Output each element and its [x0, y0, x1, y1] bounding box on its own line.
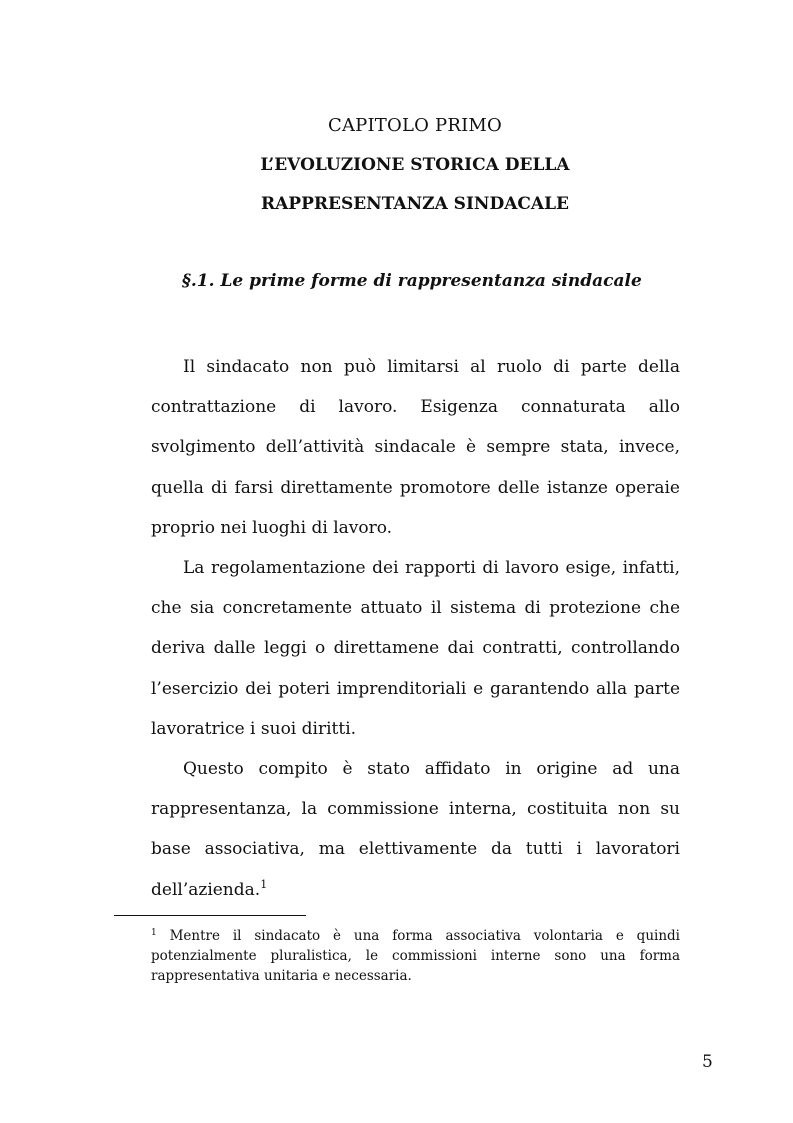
footnote-marker: 1: [151, 928, 157, 938]
page-number: 5: [702, 1052, 713, 1072]
footnote-reference[interactable]: 1: [260, 877, 268, 891]
body-paragraph-3-text: Questo compito è stato affidato in origine ad una rappresentanza, la commissione interna, costituita non su base associativa, ma elettivamente da tutti i lavoratori dell’azienda.: [151, 759, 680, 900]
footnote-separator: [114, 915, 306, 916]
chapter-title-line-1: L’EVOLUZIONE STORICA DELLA: [260, 155, 570, 175]
footnote: [151, 926, 680, 986]
body-paragraph-1: [151, 347, 680, 548]
body-paragraph-3: [151, 749, 680, 910]
footnote-text: Mentre il sindacato è una forma associativa volontaria e quindi potenzialmente pluralistica, le commissioni interne sono una forma rappresentativa unitaria e necessaria.: [151, 928, 680, 984]
body-paragraph-2-text: La regolamentazione dei rapporti di lavoro esige, infatti, che sia concretamente attuato il sistema di protezione che deriva dalle leggi o direttamene dai contratti, controllando l’esercizio dei poteri imprenditoriali e garantendo alla parte lavoratrice i suoi diritti.: [151, 558, 680, 739]
body-paragraph-1-text: Il sindacato non può limitarsi al ruolo di parte della contrattazione di lavoro. Esigenza connaturata allo svolgimento dell’attività sindacale è sempre stata, invece, quella di farsi direttamente promotore delle istanze operaie proprio nei luoghi di lavoro.: [151, 357, 680, 538]
body-paragraph-2: [151, 548, 680, 749]
chapter-label: CAPITOLO PRIMO: [328, 115, 502, 136]
chapter-title-line-2: RAPPRESENTANZA SINDACALE: [260, 194, 570, 214]
section-heading: §.1. Le prime forme di rappresentanza sindacale: [182, 271, 642, 291]
body-text: [151, 347, 680, 910]
